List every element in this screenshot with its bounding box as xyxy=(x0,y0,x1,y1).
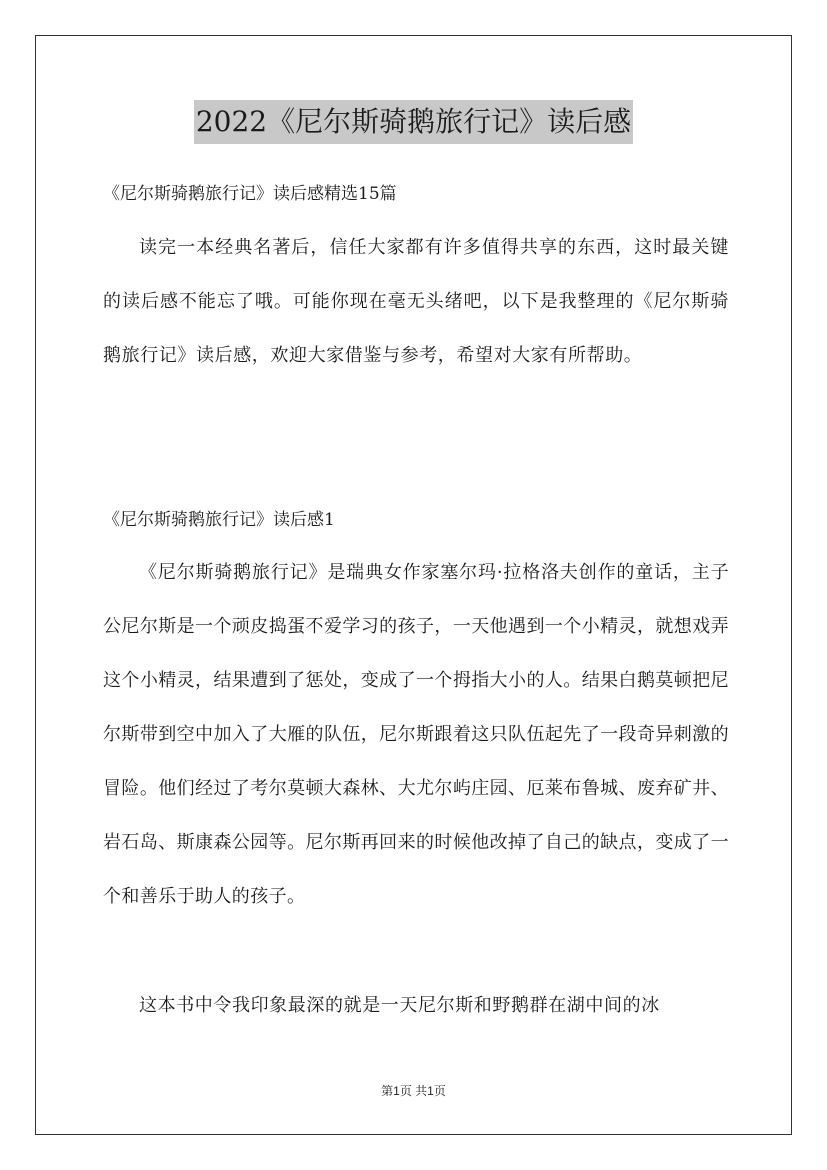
body-paragraph: 《尼尔斯骑鹅旅行记》是瑞典女作家塞尔玛·拉格洛夫创作的童话，主子公尼尔斯是一个顽皮捣蛋不爱学习的孩子，一天他遇到一个小精灵，就想戏弄这个小精灵，结果遭到了惩处，变成了一个拇指大小的人。结果白鹅莫顿把尼尔斯带到空中加入了大雁的队伍，尼尔斯跟着这只队伍起先了一段奇异刺激的冒险。他们经过了考尔莫顿大森林、大尤尔屿庄园、厄莱布鲁城、废弃矿井、岩石岛、斯康森公园等。尼尔斯再回来的时候他改掉了自己的缺点，变成了一个和善乐于助人的孩子。 xyxy=(103,562,729,907)
document-subtitle: 《尼尔斯骑鹅旅行记》读后感精选15篇 xyxy=(103,184,397,204)
body-paragraph-continued: 这本书中令我印象最深的就是一天尼尔斯和野鹅群在湖中间的冰 xyxy=(139,995,660,1016)
page-footer: 第1页 共1页 xyxy=(381,1084,446,1098)
document-title: 2022《尼尔斯骑鹅旅行记》读后感 xyxy=(194,100,633,144)
intro-paragraph: 读完一本经典名著后，信任大家都有许多值得共享的东西，这时最关键的读后感不能忘了哦。可能你现在毫无头绪吧，以下是我整理的《尼尔斯骑鹅旅行记》读后感，欢迎大家借鉴与参考，希望对大家有所帮助。 xyxy=(103,237,729,366)
document-title-wrapper xyxy=(0,100,827,144)
section-heading: 《尼尔斯骑鹅旅行记》读后感1 xyxy=(103,510,335,530)
